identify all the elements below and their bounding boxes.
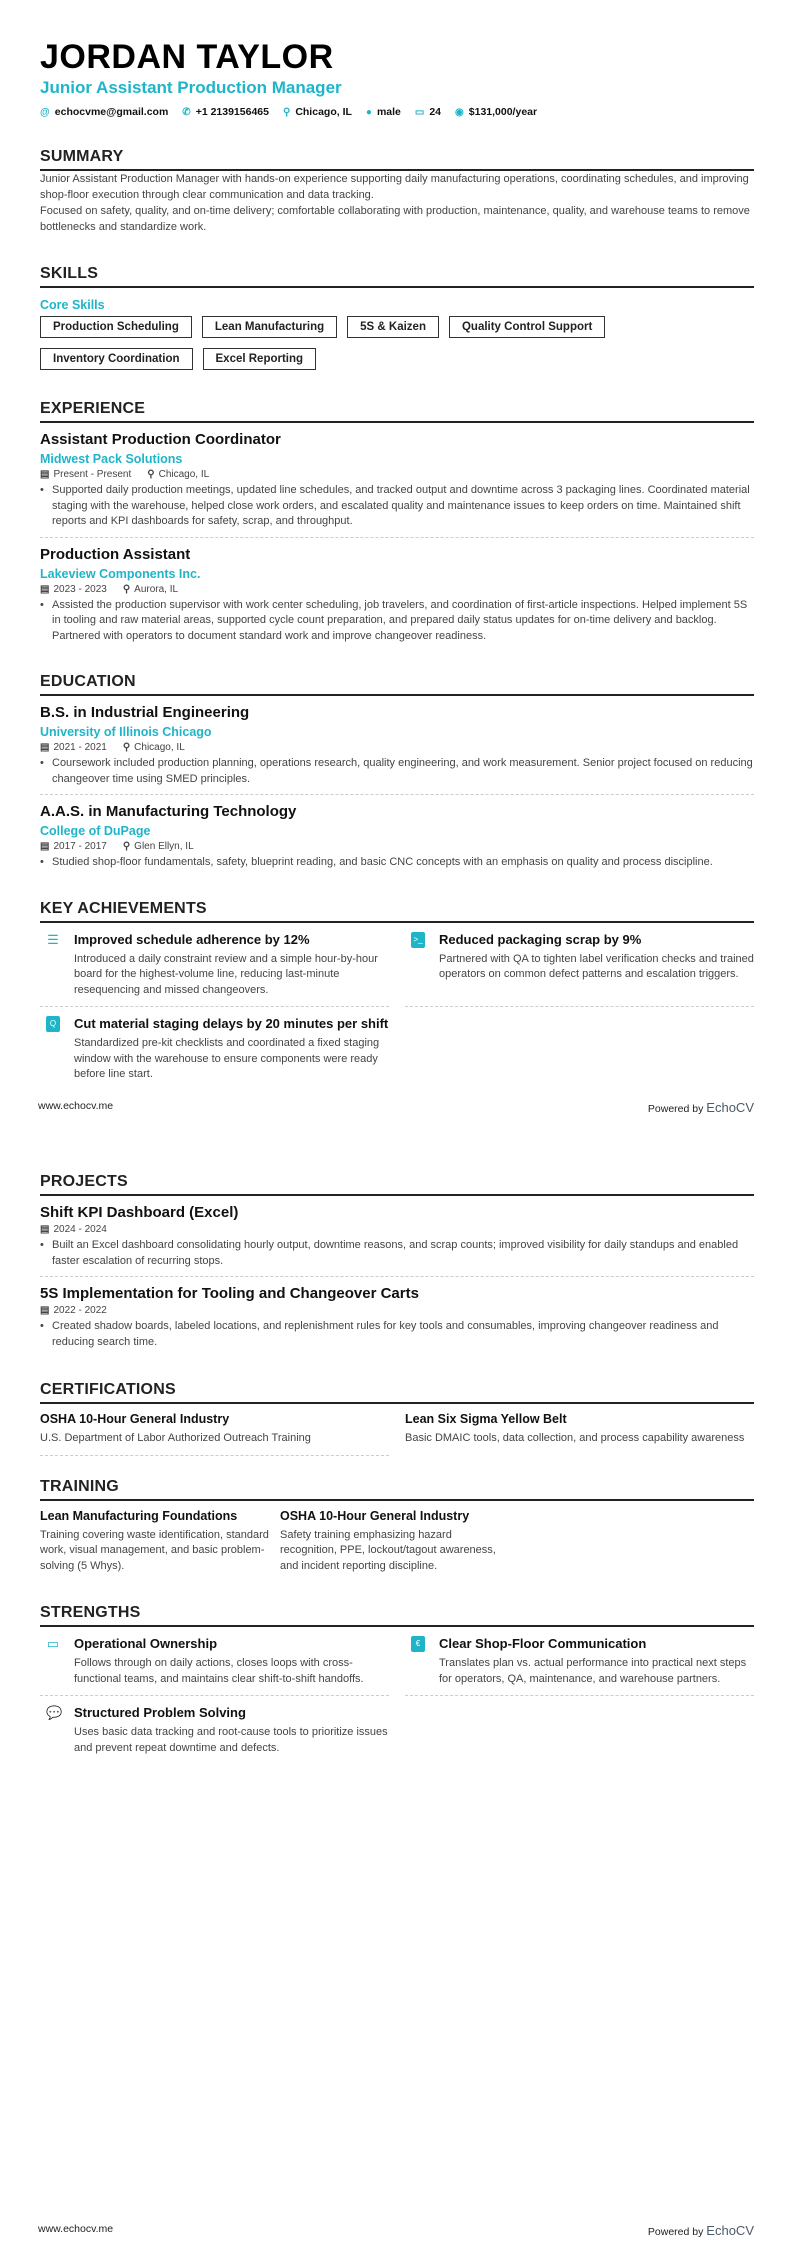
strength-item	[40, 1696, 389, 1764]
cert-text: U.S. Department of Labor Authorized Outreach Training	[40, 1432, 311, 1444]
bullet: • Supported daily production meetings, updated line schedules, and tracked output and downtime across 3 packaging lines. Coordinated material staging with the warehouse, helped close work orders, and escalated quality and maintenance issues to keep orders on time. Maintained shift reports and KPI dashboards for safety, scrap, and throughput.	[40, 483, 754, 530]
skill-tag: Inventory Coordination	[40, 348, 193, 370]
school-name: College of DuPage	[40, 824, 151, 838]
achievement-text: Introduced a daily constraint review and a simple hour-by-hour board for the highest-volume line, reducing last-minute resequencing and missed changeovers.	[74, 952, 378, 996]
strength-text: Follows through on daily actions, closes loops with cross-functional teams, and maintains clear shift-to-shift handoffs.	[74, 1657, 364, 1685]
projects-section	[40, 1173, 754, 1357]
skills-section	[40, 265, 754, 370]
contact-phone[interactable]	[182, 106, 269, 118]
bullet: • Studied shop-floor fundamentals, safety, blueprint reading, and basic CNC concepts with an emphasis on quality and process discipline.	[40, 855, 754, 871]
strength-title: Operational Ownership	[74, 1636, 218, 1651]
calendar-icon: ▤	[40, 742, 50, 753]
money-icon: ◉	[455, 106, 464, 118]
skill-tag: Production Scheduling	[40, 316, 192, 338]
location-icon: ⚲	[122, 742, 131, 753]
education-item	[40, 696, 754, 795]
project-item	[40, 1196, 754, 1277]
strength-item	[40, 1627, 389, 1696]
brand-link[interactable]: EchoCV	[706, 1100, 754, 1115]
strength-item	[405, 1627, 754, 1696]
item-meta	[40, 469, 754, 480]
job-title: Assistant Production Coordinator	[40, 431, 281, 448]
project-item	[40, 1277, 754, 1357]
strengths-section	[40, 1604, 754, 1764]
bullet: • Assisted the production supervisor with work center scheduling, job travelers, and coordination of first-article inspections. Helped implement 5S in tooling and raw material areas, supported cycle count preparation, and prepared daily status updates for on-time delivery and backlog. Partnered with operators to document standard work and improve changeover readiness.	[40, 598, 754, 645]
file-euro-icon: €	[411, 1636, 425, 1652]
powered-by: Powered by	[647, 2226, 704, 2238]
page-footer	[38, 1100, 754, 1115]
location: Chicago, IL	[158, 469, 210, 480]
skill-tag: 5S & Kaizen	[347, 316, 439, 338]
contact-row	[40, 106, 754, 118]
location-icon: ⚲	[282, 106, 291, 118]
bullet: • Built an Excel dashboard consolidating hourly output, downtime reasons, and scrap counts; improved visibility for daily standups and enabled faster escalation of recurring stops.	[40, 1238, 754, 1269]
skill-tag: Quality Control Support	[449, 316, 605, 338]
contact-text: $131,000/year	[468, 106, 538, 118]
strength-title: Structured Problem Solving	[74, 1705, 246, 1720]
bullet: • Coursework included production planning, operations research, quality engineering, and work measurement. Senior project focused on reducing changeover time using SMED principles.	[40, 756, 754, 787]
item-meta	[40, 841, 754, 852]
experience-item	[40, 538, 754, 652]
summary-section	[40, 148, 754, 235]
dates: 2022 - 2022	[53, 1305, 107, 1316]
skill-group-title: Core Skills	[40, 298, 105, 312]
section-heading: CERTIFICATIONS	[40, 1381, 754, 1404]
training-title: Lean Manufacturing Foundations	[40, 1508, 238, 1523]
section-heading: TRAINING	[40, 1478, 754, 1501]
calendar-icon: ▭	[414, 106, 425, 118]
section-heading: EDUCATION	[40, 673, 754, 696]
contact-age	[415, 106, 441, 118]
degree: B.S. in Industrial Engineering	[40, 704, 250, 721]
school-name: University of Illinois Chicago	[40, 725, 212, 739]
achievement-text: Standardized pre-kit checklists and coordinated a fixed staging window with the warehouse to ensure components were ready before line start.	[74, 1037, 380, 1080]
dates: Present - Present	[53, 469, 132, 480]
calendar-icon: ▤	[40, 841, 50, 852]
section-heading: EXPERIENCE	[40, 400, 754, 423]
contact-location	[283, 106, 352, 118]
skill-tags	[40, 316, 680, 370]
experience-item	[40, 423, 754, 538]
footer-site-link[interactable]: www.echocv.me	[38, 1100, 114, 1112]
summary-text: Junior Assistant Production Manager with hands-on experience supporting daily manufacturing operations, coordinating schedules, and improving shop-floor execution through clear communication and data tracking.	[40, 173, 749, 201]
terminal-icon: >_	[411, 932, 425, 948]
user-icon: ●	[365, 106, 372, 118]
certification-item	[40, 1404, 389, 1456]
item-meta	[40, 1224, 754, 1235]
education-item	[40, 795, 754, 878]
section-heading: STRENGTHS	[40, 1604, 754, 1627]
cert-text: Basic DMAIC tools, data collection, and process capability awareness	[405, 1432, 745, 1444]
cert-title: OSHA 10-Hour General Industry	[40, 1412, 230, 1426]
certifications-section	[40, 1381, 754, 1456]
contact-text: echocvme@gmail.com	[54, 106, 169, 118]
training-title: OSHA 10-Hour General Industry	[280, 1508, 470, 1523]
section-heading: SKILLS	[40, 265, 754, 288]
training-section	[40, 1478, 754, 1583]
company-name: Midwest Pack Solutions	[40, 452, 183, 466]
page-2	[0, 1123, 794, 2246]
section-heading: SUMMARY	[40, 148, 754, 171]
training-text: Training covering waste identification, standard work, visual management, and basic problem-solving (5 Whys).	[40, 1528, 269, 1572]
training-text: Safety training emphasizing hazard recognition, PPE, lockout/tagout awareness, and incident reporting discipline.	[280, 1528, 496, 1572]
achievement-title: Reduced packaging scrap by 9%	[439, 931, 642, 947]
contact-text: Chicago, IL	[295, 106, 352, 118]
calendar-icon: ▭	[46, 1636, 60, 1651]
project-title: 5S Implementation for Tooling and Changeover Carts	[40, 1285, 419, 1302]
company-name: Lakeview Components Inc.	[40, 566, 201, 581]
footer-site-link[interactable]: www.echocv.me	[38, 2223, 114, 2235]
achievement-item	[40, 923, 389, 1008]
degree: A.A.S. in Manufacturing Technology	[40, 803, 297, 820]
list-icon: ☰	[47, 931, 59, 947]
cert-title: Lean Six Sigma Yellow Belt	[405, 1412, 567, 1426]
achievements-section	[40, 900, 754, 1091]
training-item	[280, 1501, 510, 1583]
item-meta	[40, 1305, 754, 1316]
location: Chicago, IL	[134, 742, 185, 753]
skill-tag: Excel Reporting	[203, 348, 317, 370]
calendar-icon: ▤	[40, 1305, 50, 1316]
candidate-title: Junior Assistant Production Manager	[40, 78, 342, 97]
at-icon: @	[40, 106, 50, 118]
item-meta	[40, 742, 754, 753]
item-meta	[40, 584, 754, 595]
education-section	[40, 673, 754, 878]
achievement-title: Improved schedule adherence by 12%	[74, 931, 310, 947]
achievement-item	[40, 1007, 389, 1091]
location-icon: ⚲	[122, 841, 131, 852]
training-item	[40, 1501, 270, 1583]
contact-text: +1 2139156465	[195, 106, 269, 118]
candidate-name: JORDAN TAYLOR	[40, 38, 334, 76]
job-title: Production Assistant	[40, 545, 191, 563]
powered-by: Powered by	[647, 1103, 704, 1115]
brand-link[interactable]: EchoCV	[706, 2223, 754, 2238]
calendar-icon: ▤	[40, 583, 50, 595]
project-title: Shift KPI Dashboard (Excel)	[40, 1204, 239, 1221]
phone-icon: ✆	[182, 106, 191, 118]
chat-icon: 💬	[46, 1705, 63, 1720]
location: Glen Ellyn, IL	[134, 841, 194, 852]
page-footer	[38, 2223, 754, 2238]
location-icon: ⚲	[147, 469, 155, 480]
location: Aurora, IL	[134, 583, 179, 595]
calendar-icon: ▤	[40, 469, 50, 480]
contact-gender	[366, 106, 401, 118]
dates: 2023 - 2023	[53, 583, 107, 595]
strength-text: Translates plan vs. actual performance into practical next steps for operators, QA, maintenance, and warehouse partners.	[439, 1657, 747, 1685]
strength-title: Clear Shop-Floor Communication	[439, 1636, 647, 1651]
achievement-item	[405, 923, 754, 1008]
bullet: • Created shadow boards, labeled locations, and replenishment rules for key tools and consumables, improving changeover readiness and reducing search time.	[40, 1319, 754, 1350]
skill-tag: Lean Manufacturing	[202, 316, 337, 338]
dates: 2024 - 2024	[53, 1224, 107, 1235]
contact-text: 24	[429, 106, 442, 118]
achievement-title: Cut material staging delays by 20 minutes per shift	[74, 1016, 389, 1031]
contact-salary	[455, 106, 537, 118]
file-search-icon: Q	[46, 1016, 60, 1032]
summary-text: Focused on safety, quality, and on-time delivery; comfortable collaborating with production, maintenance, quality, and warehouse teams to remove bottlenecks and standardize work.	[40, 205, 750, 233]
dates: 2017 - 2017	[53, 841, 107, 852]
strength-text: Uses basic data tracking and root-cause tools to prioritize issues and prevent repeat downtime and defects.	[74, 1726, 388, 1754]
contact-email[interactable]	[40, 106, 168, 118]
location-icon: ⚲	[122, 583, 131, 595]
achievement-text: Partnered with QA to tighten label verification checks and trained operators on common defect patterns and escalation triggers.	[439, 952, 754, 980]
dates: 2021 - 2021	[53, 742, 107, 753]
contact-text: male	[376, 106, 401, 118]
calendar-icon: ▤	[40, 1224, 50, 1235]
section-heading: PROJECTS	[40, 1173, 754, 1196]
certification-item	[405, 1404, 754, 1456]
section-heading: KEY ACHIEVEMENTS	[40, 900, 754, 923]
experience-section	[40, 400, 754, 651]
